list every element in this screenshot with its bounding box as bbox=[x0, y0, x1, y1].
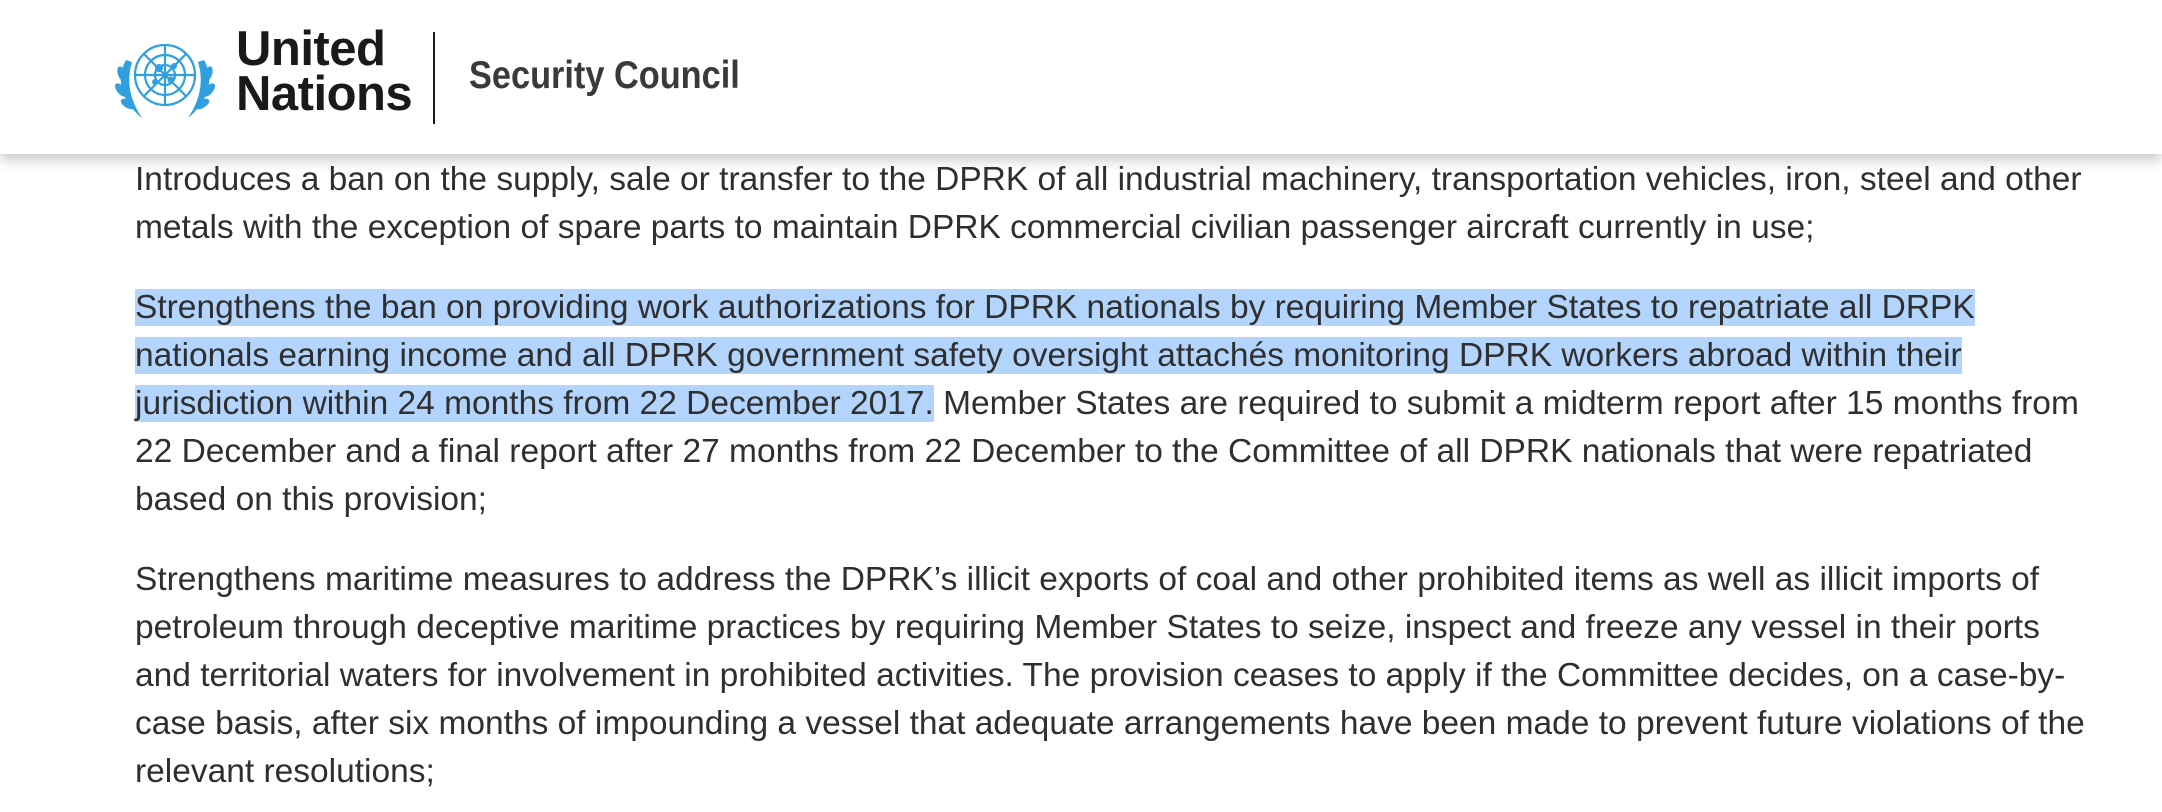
org-name-line2: Nations bbox=[236, 67, 413, 121]
section-title[interactable]: Security Council bbox=[469, 54, 740, 97]
org-name-line1: United bbox=[236, 22, 386, 76]
paragraph-industrial-ban[interactable]: Introduces a ban on the supply, sale or transfer to the DPRK of all industrial machinery, transportation vehicles, iron, steel and other metals with the exception of spare parts to maintain DPRK commercial civilian passenger aircraft currently in use; bbox=[135, 161, 2082, 246]
header-divider bbox=[433, 32, 435, 124]
paragraph-text[interactable]: Member States are required to submit a midterm report after 15 months from 22 December and a final report after 27 months from 22 December to the Committee of all DPRK nationals that were repatriated based on this provision; bbox=[135, 385, 2079, 518]
paragraph-maritime-measures[interactable]: Strengthens maritime measures to address the DPRK’s illicit exports of coal and other prohibited items as well as illicit imports of petroleum through deceptive maritime practices by requiring Member States to seize, inspect and freeze any vessel in their ports and territorial waters for involvement in prohibited activities. The provision ceases to apply if the Committee decides, on a case-by-case basis, after six months of impounding a vessel that adequate arrangements have been made to prevent future violations of the relevant resolutions; bbox=[135, 561, 2085, 790]
site-header bbox=[0, 0, 2162, 154]
un-wordmark[interactable] bbox=[236, 22, 413, 121]
article-body bbox=[135, 108, 2095, 812]
selected-text[interactable]: Strengthens the ban on providing work authorizations for DPRK nationals by requiring Member States to repatriate all DRPK nationals earning income and all DPRK government safety oversight attachés monitoring DPRK workers abroad within their jurisdiction within 24 months from 22 December 2017. bbox=[135, 289, 1975, 422]
un-emblem-icon[interactable] bbox=[108, 30, 222, 128]
paragraph-work-authorizations[interactable] bbox=[135, 284, 2095, 524]
